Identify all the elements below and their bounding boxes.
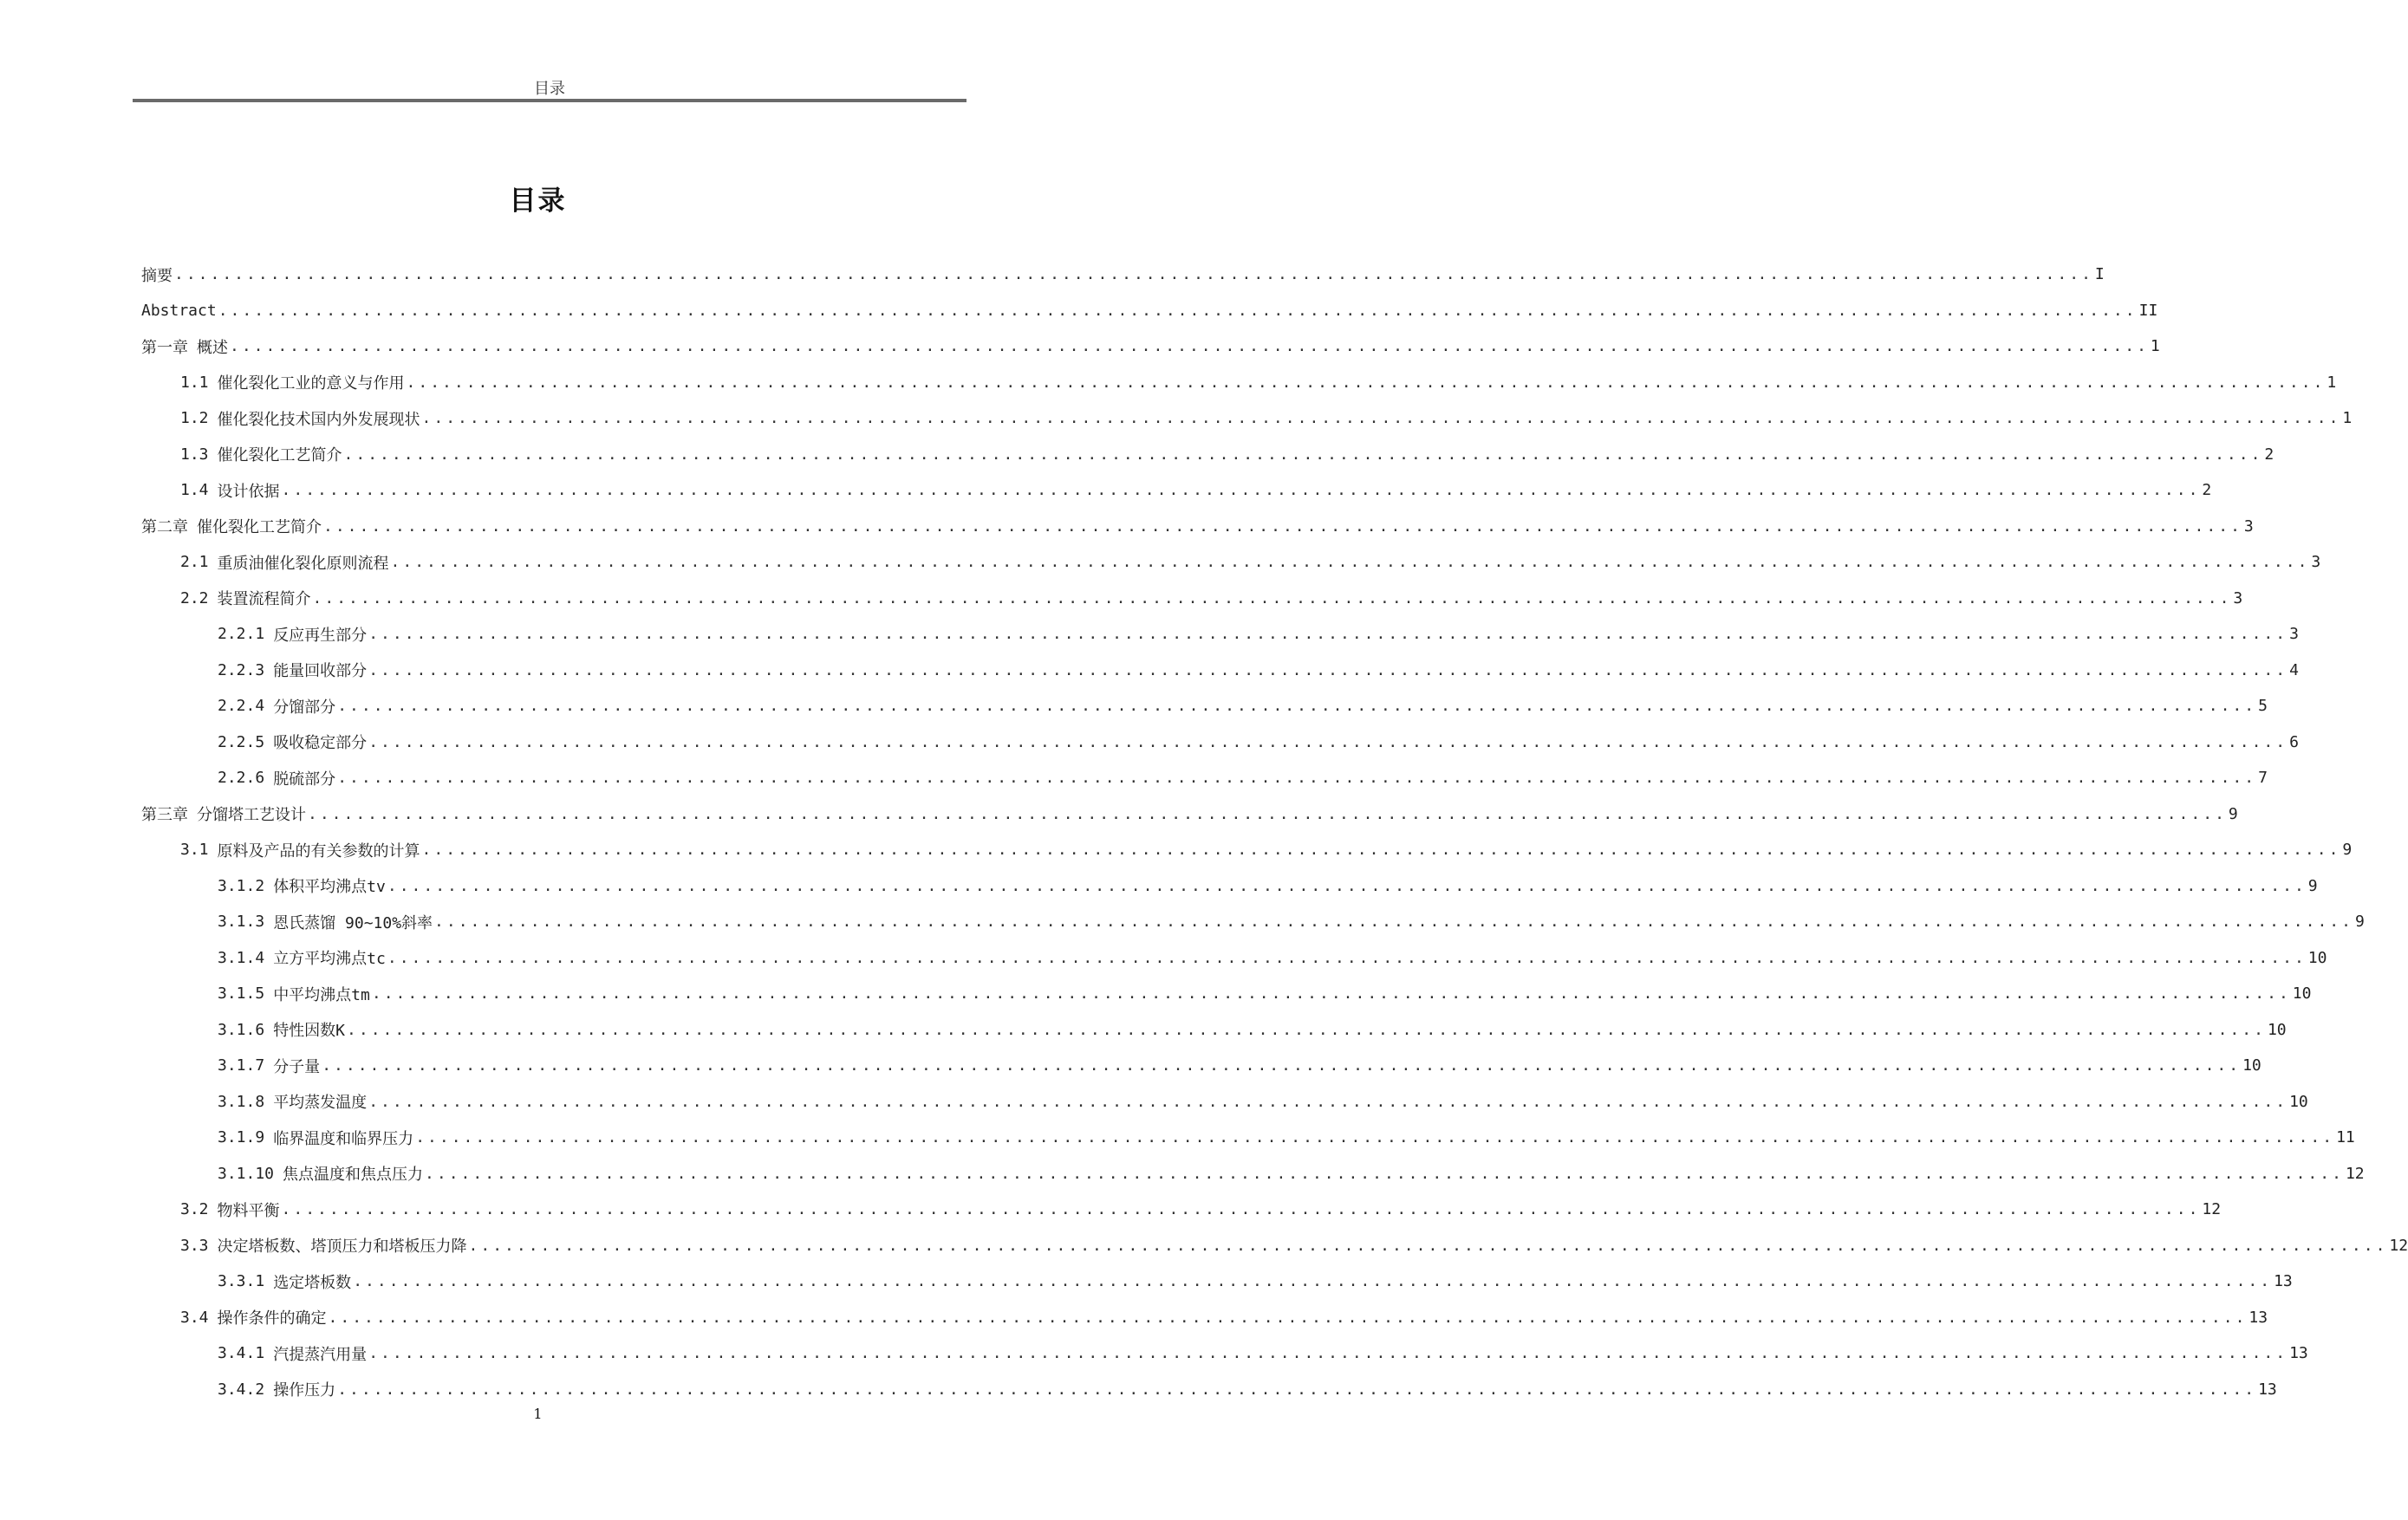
toc-entry-label: 分馏部分 xyxy=(273,698,336,717)
toc-entry-number: 3.1.6 xyxy=(218,1020,265,1039)
toc-entry-label: 吸收稳定部分 xyxy=(273,734,368,753)
toc-entry-page: 13 xyxy=(2258,1380,2277,1399)
page-title: 目录 xyxy=(509,185,567,217)
dot-leader: ................................................................................................................................................................ xyxy=(347,1020,2266,1039)
toc-entry[interactable] xyxy=(141,616,2299,653)
toc-entry-page: 2 xyxy=(2264,445,2275,464)
toc-entry-page: 2 xyxy=(2202,481,2212,500)
toc-entry-label: 平均蒸发温度 xyxy=(273,1094,368,1113)
dot-leader: ................................................................................................................................................................ xyxy=(308,804,2227,823)
dot-leader: ................................................................................................................................................................ xyxy=(371,984,2291,1004)
toc-entry-label: 焦点温度和焦点压力 xyxy=(283,1166,424,1185)
toc-entry-number: 3.1.4 xyxy=(218,948,265,967)
toc-entry-number: 2.2.1 xyxy=(218,625,265,644)
toc-entry[interactable] xyxy=(141,1372,2277,1408)
toc-entry[interactable] xyxy=(141,1228,2408,1264)
dot-leader: ................................................................................................................................................................ xyxy=(328,1308,2248,1327)
toc-entry[interactable] xyxy=(141,868,2318,905)
toc-entry-number: 3.4.1 xyxy=(218,1344,265,1363)
dot-leader: ................................................................................................................................................................ xyxy=(368,732,2288,751)
table-of-contents xyxy=(141,257,2408,1407)
dot-leader: ................................................................................................................................................................ xyxy=(421,409,2341,428)
toc-entry-label: 概述 xyxy=(197,338,228,357)
toc-entry-page: 13 xyxy=(2249,1308,2268,1327)
toc-entry-number: 2.2.4 xyxy=(218,697,265,716)
toc-entry-label: 临界温度和临界压力 xyxy=(273,1129,414,1148)
toc-entry[interactable] xyxy=(141,796,2238,833)
toc-entry[interactable] xyxy=(141,653,2299,689)
toc-entry-label: 能量回收部分 xyxy=(273,662,368,681)
toc-entry-page: 1 xyxy=(2150,337,2160,356)
toc-entry-number: 1.1 xyxy=(180,373,209,392)
toc-entry-label: 装置流程简介 xyxy=(217,590,311,609)
toc-entry[interactable] xyxy=(141,1263,2293,1300)
toc-entry-page: I xyxy=(2094,265,2105,284)
toc-entry-label: 催化裂化工艺简介 xyxy=(197,518,322,537)
dot-leader: ................................................................................................................................................................ xyxy=(368,625,2288,644)
toc-entry-number: 3.1.8 xyxy=(218,1092,265,1111)
toc-entry[interactable] xyxy=(141,1012,2287,1049)
dot-leader: ................................................................................................................................................................ xyxy=(368,660,2288,679)
toc-entry[interactable] xyxy=(141,832,2353,868)
dot-leader: ................................................................................................................................................................ xyxy=(406,373,2326,392)
toc-entry-number: 3.1 xyxy=(180,841,209,860)
toc-entry[interactable] xyxy=(141,581,2243,617)
toc-entry-label: Abstract xyxy=(141,301,217,320)
toc-entry[interactable] xyxy=(141,400,2353,437)
toc-entry[interactable] xyxy=(141,1300,2268,1336)
toc-entry-label: 设计依据 xyxy=(217,482,280,501)
toc-entry-page: 12 xyxy=(2345,1164,2365,1183)
toc-entry-number: 3.3 xyxy=(180,1236,209,1255)
toc-entry-label: 特性因数K xyxy=(273,1022,346,1041)
toc-entry[interactable] xyxy=(141,437,2275,473)
dot-leader: ................................................................................................................................................................ xyxy=(281,481,2201,500)
toc-entry-number: 3.1.9 xyxy=(218,1128,265,1147)
toc-entry-page: 3 xyxy=(2233,588,2243,607)
toc-entry[interactable] xyxy=(141,1335,2308,1372)
toc-entry-label: 原料及产品的有关参数的计算 xyxy=(217,841,420,861)
dot-leader: ................................................................................................................................................................ xyxy=(312,588,2232,607)
dot-leader: ................................................................................................................................................................ xyxy=(174,265,2093,284)
toc-entry-page: 7 xyxy=(2258,769,2268,788)
toc-entry[interactable] xyxy=(141,760,2268,796)
toc-entry-label: 决定塔板数、塔顶压力和塔板压力降 xyxy=(217,1237,467,1257)
toc-entry[interactable] xyxy=(141,1084,2308,1121)
toc-entry-label: 分馏塔工艺设计 xyxy=(197,806,306,825)
toc-entry-page: 10 xyxy=(2267,1020,2287,1039)
dot-leader: ................................................................................................................................................................ xyxy=(337,697,2257,716)
dot-leader: ................................................................................................................................................................ xyxy=(337,769,2257,788)
toc-entry-number: 3.4.2 xyxy=(218,1380,265,1399)
toc-entry-number: 3.1.2 xyxy=(218,876,265,895)
toc-entry[interactable] xyxy=(141,940,2327,977)
toc-entry-page: 6 xyxy=(2289,732,2299,751)
toc-entry[interactable] xyxy=(141,328,2160,365)
toc-entry-label: 立方平均沸点tc xyxy=(273,950,386,969)
toc-entry-page: 9 xyxy=(2342,841,2353,860)
toc-entry[interactable] xyxy=(141,1120,2355,1156)
toc-entry-number: 3.3.1 xyxy=(218,1272,265,1291)
toc-entry-page: 12 xyxy=(2389,1236,2408,1255)
toc-entry[interactable] xyxy=(141,1192,2222,1228)
toc-entry-label: 汽提蒸汽用量 xyxy=(273,1345,368,1364)
toc-entry-label: 物料平衡 xyxy=(217,1201,280,1220)
toc-entry-number: 3.1.5 xyxy=(218,984,265,1004)
toc-entry-page: 3 xyxy=(2289,625,2299,644)
toc-entry[interactable] xyxy=(141,976,2312,1012)
toc-entry[interactable] xyxy=(141,293,2158,329)
toc-entry-number: 2.2 xyxy=(180,588,209,607)
toc-entry-label: 选定塔板数 xyxy=(273,1273,352,1292)
toc-entry-page: 10 xyxy=(2292,984,2312,1004)
running-header: 目录 xyxy=(534,80,565,98)
dot-leader: ................................................................................................................................................................ xyxy=(368,1092,2288,1111)
dot-leader: ................................................................................................................................................................ xyxy=(230,337,2149,356)
toc-entry-page: 13 xyxy=(2274,1272,2293,1291)
toc-entry-page: II xyxy=(2138,301,2158,320)
dot-leader: ................................................................................................................................................................ xyxy=(415,1128,2335,1147)
dot-leader: ................................................................................................................................................................ xyxy=(343,445,2263,464)
toc-entry-page: 1 xyxy=(2327,373,2337,392)
dot-leader: ................................................................................................................................................................ xyxy=(368,1344,2288,1363)
toc-entry[interactable] xyxy=(141,509,2254,545)
toc-entry-number: 3.4 xyxy=(180,1308,209,1327)
dot-leader: ................................................................................................................................................................ xyxy=(387,948,2307,967)
toc-entry[interactable] xyxy=(141,365,2337,401)
toc-entry-number: 3.1.3 xyxy=(218,913,265,932)
toc-entry-label: 催化裂化工业的意义与作用 xyxy=(217,374,405,393)
toc-entry-number: 第一章 xyxy=(141,338,188,357)
toc-entry-label: 中平均沸点tm xyxy=(273,985,370,1004)
toc-entry[interactable] xyxy=(141,472,2212,509)
toc-entry-page: 9 xyxy=(2228,804,2238,823)
toc-entry-page: 1 xyxy=(2342,409,2353,428)
dot-leader: ................................................................................................................................................................ xyxy=(468,1236,2388,1255)
dot-leader: ................................................................................................................................................................ xyxy=(353,1272,2273,1291)
toc-entry-number: 3.2 xyxy=(180,1200,209,1219)
toc-entry-label: 操作条件的确定 xyxy=(217,1309,327,1328)
dot-leader: ................................................................................................................................................................ xyxy=(281,1200,2201,1219)
toc-entry-number: 1.3 xyxy=(180,445,209,464)
dot-leader: ................................................................................................................................................................ xyxy=(322,1056,2242,1075)
toc-entry-page: 10 xyxy=(2242,1056,2262,1075)
toc-entry-page: 9 xyxy=(2307,876,2318,895)
toc-entry[interactable] xyxy=(141,1048,2262,1084)
toc-entry-number: 2.1 xyxy=(180,553,209,572)
toc-entry[interactable] xyxy=(141,724,2299,761)
toc-entry-label: 重质油催化裂化原则流程 xyxy=(217,554,389,573)
toc-entry-label: 摘要 xyxy=(141,266,172,285)
toc-entry-page: 9 xyxy=(2354,913,2365,932)
toc-entry-label: 操作压力 xyxy=(273,1381,336,1400)
dot-leader: ................................................................................................................................................................ xyxy=(425,1164,2344,1183)
toc-entry-page: 12 xyxy=(2202,1200,2222,1219)
toc-entry-label: 催化裂化技术国内外发展现状 xyxy=(217,410,420,429)
toc-entry-page: 3 xyxy=(2243,516,2254,536)
toc-entry-page: 11 xyxy=(2336,1128,2355,1147)
toc-entry-label: 体积平均沸点tv xyxy=(273,878,386,897)
toc-entry-page: 10 xyxy=(2307,948,2327,967)
toc-entry-label: 催化裂化工艺简介 xyxy=(217,446,342,465)
page-number: 1 xyxy=(533,1406,543,1422)
dot-leader: ................................................................................................................................................................ xyxy=(337,1380,2257,1399)
toc-entry-label: 反应再生部分 xyxy=(273,626,368,645)
dot-leader: ................................................................................................................................................................ xyxy=(390,553,2310,572)
toc-entry[interactable] xyxy=(141,688,2268,724)
toc-entry[interactable] xyxy=(141,904,2365,940)
dot-leader: ................................................................................................................................................................ xyxy=(323,516,2242,536)
toc-entry-page: 5 xyxy=(2258,697,2268,716)
toc-entry-number: 2.2.3 xyxy=(218,660,265,679)
dot-leader: ................................................................................................................................................................ xyxy=(218,301,2138,320)
dot-leader: ................................................................................................................................................................ xyxy=(434,913,2353,932)
toc-entry-number: 2.2.6 xyxy=(218,769,265,788)
dot-leader: ................................................................................................................................................................ xyxy=(421,841,2341,860)
toc-entry-number: 第二章 xyxy=(141,518,188,537)
header-rule xyxy=(133,99,966,102)
toc-entry-number: 2.2.5 xyxy=(218,732,265,751)
toc-entry[interactable] xyxy=(141,257,2105,293)
toc-entry-label: 恩氏蒸馏 90~10%斜率 xyxy=(273,913,433,932)
toc-entry-label: 脱硫部分 xyxy=(273,770,336,789)
toc-entry-page: 3 xyxy=(2311,553,2321,572)
toc-entry-number: 第三章 xyxy=(141,806,188,825)
dot-leader: ................................................................................................................................................................ xyxy=(387,876,2307,895)
toc-entry[interactable] xyxy=(141,1156,2365,1192)
toc-entry-number: 3.1.10 xyxy=(218,1164,275,1183)
toc-entry-label: 分子量 xyxy=(273,1057,321,1076)
toc-entry-page: 4 xyxy=(2289,660,2299,679)
toc-entry[interactable] xyxy=(141,544,2321,581)
toc-entry-number: 1.2 xyxy=(180,409,209,428)
toc-entry-number: 1.4 xyxy=(180,481,209,500)
toc-entry-page: 10 xyxy=(2289,1092,2308,1111)
toc-entry-page: 13 xyxy=(2289,1344,2308,1363)
toc-entry-number: 3.1.7 xyxy=(218,1056,265,1075)
